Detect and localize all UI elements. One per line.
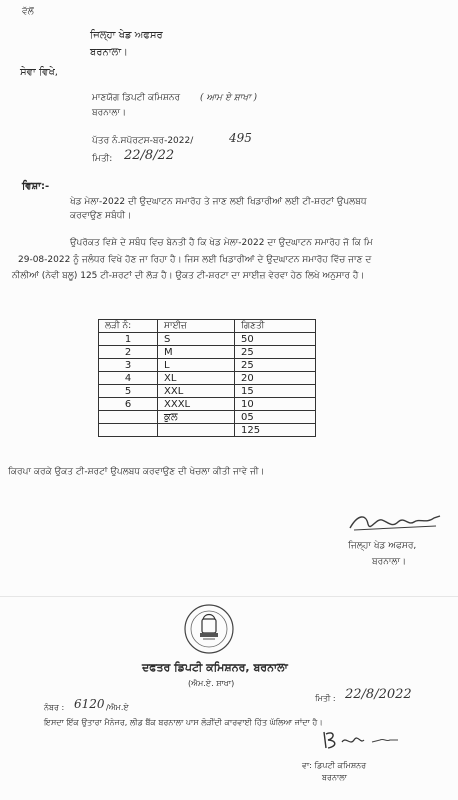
endorsement-sign-city: ਬਰਨਾਲਾ [322, 773, 347, 782]
table-cell: 20 [235, 372, 316, 385]
table-header: ਗਿਣਤੀ [235, 320, 316, 333]
from-prefix: ਵੱਲੋਂ [22, 7, 34, 17]
table-cell: XXL [158, 385, 235, 398]
table-cell [158, 424, 235, 437]
table-row [99, 359, 316, 372]
body-line-3: ਨੀਲੀਆਂ (ਨੇਵੀ ਬਲੂ) 125 ਟੀ-ਸ਼ਰਟਾਂ ਦੀ ਲੋੜ ਹੈ। ਉਕਤ ਟੀ-ਸ਼ਰਟਾ ਦਾ ਸਾਈਜ਼ ਵੇਰਵਾ ਹੇਠ ਲਿਖੇ ਅਨੁਸਾਰ ਹੈ। [12, 271, 365, 281]
table-cell: 4 [99, 372, 158, 385]
table-row [99, 424, 316, 437]
table-cell: 125 [235, 424, 316, 437]
table-cell: 10 [235, 398, 316, 411]
letter-number: ਪੱਤਰ ਨੰ.ਸਪੋਰਟਸ-ਬਰ-2022/ [92, 136, 194, 146]
endorsement-date-handwritten: 22/8/2022 [345, 687, 412, 702]
table-cell: L [158, 359, 235, 372]
endorsement-date-label: ਮਿਤੀ : [315, 694, 336, 703]
table-cell: 3 [99, 359, 158, 372]
from-city: ਬਰਨਾਲਾ। [90, 47, 128, 58]
table-cell: 25 [235, 346, 316, 359]
section-divider [0, 596, 458, 597]
request-line: ਕਿਰਪਾ ਕਰਕੇ ਉਕਤ ਟੀ-ਸ਼ਰਟਾਂ ਉਪਲਬਧ ਕਰਵਾਉਣ ਦੀ ਖੇਚਲਾ ਕੀਤੀ ਜਾਵੇ ਜੀ। [8, 467, 265, 477]
endorsement-sign-for: ਵਾ: ਡਿਪਟੀ ਕਮਿਸ਼ਨਰ [302, 761, 367, 770]
endorsement-copy-line: ਇਸਦਾ ਇੱਕ ਉਤਾਰਾ ਮੈਨੇਜਰ, ਲੀਡ ਬੈਂਕ ਬਰਨਾਲਾ ਪਾਸ ਲੋੜੀਂਦੀ ਕਾਰਵਾਈ ਹਿੱਤ ਘੱਲਿਆ ਜਾਂਦਾ ਹੈ। [44, 718, 323, 727]
seva-prefix: ਸੇਵਾ ਵਿਖੇ, [20, 67, 58, 78]
body-line-1: ਉਪਰੋਕਤ ਵਿਸ਼ੇ ਦੇ ਸਬੰਧ ਵਿਚ ਬੇਨਤੀ ਹੈ ਕਿ ਖੇਡ ਮੇਲਾ-2022 ਦਾ ਉਦਘਾਟਨ ਸਮਾਰੋਹ ਜੋ ਕਿ ਮਿ [70, 238, 373, 248]
to-title: ਮਾਣਯੋਗ ਡਿਪਟੀ ਕਮਿਸ਼ਨਰ [92, 93, 181, 103]
table-cell: XL [158, 372, 235, 385]
sign-city: ਬਰਨਾਲਾ। [372, 557, 407, 567]
tshirt-size-table [98, 319, 316, 437]
subject-label: ਵਿਸ਼ਾ:- [22, 181, 50, 192]
table-header: ਸਾਈਜ਼ [158, 320, 235, 333]
table-cell: 6 [99, 398, 158, 411]
endorsement-number-suffix: /ਐਮ.ਏ [106, 703, 129, 712]
to-note-handwritten: ( ਆਮ ਏ ਸ਼ਾਖਾ ) [200, 93, 258, 103]
table-cell: 1 [99, 333, 158, 346]
sign-title: ਜਿਲ੍ਹਾ ਖੇਡ ਅਫਸਰ, [348, 541, 417, 551]
table-cell: 2 [99, 346, 158, 359]
endorsement-number-label: ਨੰਬਰ : [44, 703, 65, 712]
table-row [99, 398, 316, 411]
from-title: ਜਿਲ੍ਹਾ ਖੇਡ ਅਫਸਰ [90, 30, 163, 41]
signature-image [348, 510, 443, 534]
table-row [99, 411, 316, 424]
national-emblem-icon [183, 603, 235, 655]
table-cell: ਕੁਲ [158, 411, 235, 424]
table-row [99, 372, 316, 385]
table-cell: 25 [235, 359, 316, 372]
table-row [99, 333, 316, 346]
date-label: ਮਿਤੀ: [92, 154, 113, 164]
letter-number-handwritten: 495 [229, 131, 252, 145]
body-line-2: 29-08-2022 ਨੂੰ ਜਲੰਧਰ ਵਿਖੇ ਹੋਣ ਜਾ ਰਿਹਾ ਹੈ। ਜਿਸ ਲਈ ਖਿਡਾਰੀਆਂ ਦੇ ਉਦਘਾਟਨ ਸਮਾਰੋਹ ਵਿੱਚ ਜਾਣ ਦ [18, 255, 372, 265]
table-row [99, 385, 316, 398]
subject-line-1: ਖੇਡ ਮੇਲਾ-2022 ਦੀ ਉਦਘਾਟਨ ਸਮਾਰੋਹ ਤੇ ਜਾਣ ਲਈ ਖਿਡਾਰੀਆਂ ਲਈ ਟੀ-ਸ਼ਰਟਾਂ ਉਪਲਬਧ [70, 197, 367, 207]
table-cell: 05 [235, 411, 316, 424]
table-header-row [99, 320, 316, 333]
table-cell: S [158, 333, 235, 346]
subject-line-2: ਕਰਵਾਉਣ ਸਬੰਧੀ। [70, 211, 132, 221]
table-cell: 5 [99, 385, 158, 398]
table-cell [99, 424, 158, 437]
endorsement-office: ਦਫਤਰ ਡਿਪਟੀ ਕਮਿਸ਼ਨਰ, ਬਰਨਾਲਾ [142, 661, 288, 674]
to-city: ਬਰਨਾਲਾ। [92, 108, 127, 118]
date-handwritten: 22/8/22 [124, 148, 175, 163]
table-cell: 15 [235, 385, 316, 398]
table-header: ਲੜੀ ਨੰ: [99, 320, 158, 333]
table-cell: M [158, 346, 235, 359]
table-cell [99, 411, 158, 424]
table-cell: XXXL [158, 398, 235, 411]
endorsement-number-handwritten: 6120 [74, 697, 105, 711]
table-cell: 50 [235, 333, 316, 346]
endorsement-branch: (ਐਮ.ਏ. ਸ਼ਾਖਾ) [188, 679, 235, 688]
endorsement-signature-image [320, 728, 402, 752]
table-row [99, 346, 316, 359]
